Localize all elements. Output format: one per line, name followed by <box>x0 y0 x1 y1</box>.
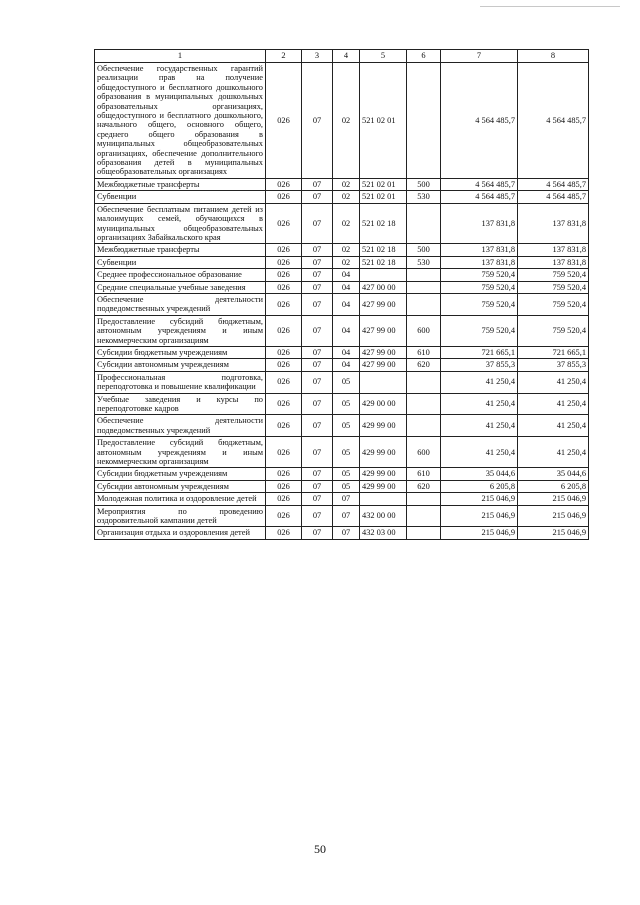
amount-col-8: 6 205,8 <box>518 480 589 492</box>
section-code: 07 <box>302 281 333 293</box>
header-col-2: 2 <box>266 50 302 63</box>
row-name: Субсидии бюджетным учреждениям <box>95 468 266 480</box>
section-code: 07 <box>302 63 333 179</box>
amount-col-7: 137 831,8 <box>441 244 518 256</box>
amount-col-7: 6 205,8 <box>441 480 518 492</box>
target-article-code: 521 02 01 <box>360 178 407 190</box>
ministry-code: 026 <box>266 393 302 415</box>
row-name: Межбюджетные трансферты <box>95 244 266 256</box>
section-code: 07 <box>302 437 333 468</box>
row-name: Субсидии автономным учреждениям <box>95 480 266 492</box>
subsection-code: 05 <box>333 480 360 492</box>
table-row <box>95 393 589 415</box>
target-article-code: 521 02 18 <box>360 203 407 244</box>
amount-col-8: 759 520,4 <box>518 269 589 281</box>
amount-col-7: 4 564 485,7 <box>441 63 518 179</box>
target-article-code: 427 00 00 <box>360 281 407 293</box>
ministry-code: 026 <box>266 346 302 358</box>
expense-type-code: 500 <box>407 178 441 190</box>
row-name: Субсидии бюджетным учреждениям <box>95 346 266 358</box>
ministry-code: 026 <box>266 359 302 371</box>
expense-type-code: 610 <box>407 346 441 358</box>
header-col-5: 5 <box>360 50 407 63</box>
subsection-code: 04 <box>333 315 360 346</box>
amount-col-8: 215 046,9 <box>518 493 589 505</box>
expense-type-code <box>407 493 441 505</box>
header-col-3: 3 <box>302 50 333 63</box>
section-code: 07 <box>302 244 333 256</box>
row-name: Обеспечение государственных гарантий реализации прав на получение общедоступного и бесплатного дошкольного образования в муниципальных дошкольных образовательных организациях, общедоступного и бесплатного дошкольного, начального общего, основного общего, среднего общего образования в муниципальных общеобразовательных организациях, обеспечение дополнительного образования детей в муниципальных общеобразовательных организациях <box>95 63 266 179</box>
subsection-code: 07 <box>333 505 360 527</box>
amount-col-7: 137 831,8 <box>441 256 518 268</box>
amount-col-7: 137 831,8 <box>441 203 518 244</box>
target-article-code: 429 99 00 <box>360 415 407 437</box>
row-name: Предоставление субсидий бюджетным, автономным учреждениям и иным некоммерческим организациям <box>95 437 266 468</box>
table-row <box>95 415 589 437</box>
ministry-code: 026 <box>266 437 302 468</box>
top-rule <box>480 6 620 7</box>
target-article-code: 429 99 00 <box>360 480 407 492</box>
amount-col-7: 35 044,6 <box>441 468 518 480</box>
ministry-code: 026 <box>266 315 302 346</box>
row-name: Межбюджетные трансферты <box>95 178 266 190</box>
ministry-code: 026 <box>266 244 302 256</box>
expense-type-code: 530 <box>407 191 441 203</box>
expense-type-code <box>407 415 441 437</box>
target-article-code: 432 03 00 <box>360 527 407 539</box>
subsection-code: 02 <box>333 244 360 256</box>
ministry-code: 026 <box>266 480 302 492</box>
row-name: Субсидии автономным учреждениям <box>95 359 266 371</box>
table-row <box>95 244 589 256</box>
section-code: 07 <box>302 346 333 358</box>
page-number: 50 <box>314 842 326 856</box>
amount-col-7: 759 520,4 <box>441 281 518 293</box>
table-row <box>95 493 589 505</box>
row-name: Обеспечение деятельности подведомственных учреждений <box>95 415 266 437</box>
target-article-code: 429 00 00 <box>360 393 407 415</box>
amount-col-8: 759 520,4 <box>518 293 589 315</box>
header-col-8: 8 <box>518 50 589 63</box>
amount-col-7: 37 855,3 <box>441 359 518 371</box>
table-row <box>95 346 589 358</box>
row-name: Субвенции <box>95 256 266 268</box>
subsection-code: 04 <box>333 359 360 371</box>
table-row <box>95 437 589 468</box>
amount-col-7: 759 520,4 <box>441 293 518 315</box>
target-article-code: 432 00 00 <box>360 505 407 527</box>
table-row <box>95 203 589 244</box>
table-row <box>95 281 589 293</box>
expense-type-code <box>407 281 441 293</box>
section-code: 07 <box>302 371 333 393</box>
expense-type-code: 600 <box>407 315 441 346</box>
amount-col-7: 721 665,1 <box>441 346 518 358</box>
row-name: Профессиональная подготовка, переподготовка и повышение квалификации <box>95 371 266 393</box>
amount-col-8: 137 831,8 <box>518 244 589 256</box>
section-code: 07 <box>302 480 333 492</box>
header-col-6: 6 <box>407 50 441 63</box>
target-article-code: 521 02 18 <box>360 244 407 256</box>
table-row <box>95 63 589 179</box>
amount-col-8: 41 250,4 <box>518 415 589 437</box>
amount-col-8: 41 250,4 <box>518 371 589 393</box>
row-name: Предоставление субсидий бюджетным, автономным учреждениям и иным некоммерческим организациям <box>95 315 266 346</box>
ministry-code: 026 <box>266 191 302 203</box>
section-code: 07 <box>302 269 333 281</box>
ministry-code: 026 <box>266 203 302 244</box>
amount-col-8: 721 665,1 <box>518 346 589 358</box>
target-article-code: 427 99 00 <box>360 359 407 371</box>
amount-col-8: 37 855,3 <box>518 359 589 371</box>
amount-col-8: 759 520,4 <box>518 315 589 346</box>
table-row <box>95 527 589 539</box>
section-code: 07 <box>302 393 333 415</box>
table-row <box>95 359 589 371</box>
target-article-code <box>360 269 407 281</box>
target-article-code: 429 99 00 <box>360 468 407 480</box>
section-code: 07 <box>302 315 333 346</box>
row-name: Учебные заведения и курсы по переподготовке кадров <box>95 393 266 415</box>
subsection-code: 04 <box>333 269 360 281</box>
amount-col-8: 4 564 485,7 <box>518 191 589 203</box>
target-article-code: 521 02 01 <box>360 191 407 203</box>
ministry-code: 026 <box>266 468 302 480</box>
amount-col-7: 215 046,9 <box>441 493 518 505</box>
expense-type-code <box>407 63 441 179</box>
expense-type-code <box>407 293 441 315</box>
row-name: Обеспечение бесплатным питанием детей из малоимущих семей, обучающихся в муниципальных общеобразовательных организациях Забайкальского края <box>95 203 266 244</box>
table-row <box>95 371 589 393</box>
amount-col-7: 41 250,4 <box>441 415 518 437</box>
ministry-code: 026 <box>266 178 302 190</box>
amount-col-7: 4 564 485,7 <box>441 178 518 190</box>
table-row <box>95 178 589 190</box>
target-article-code: 521 02 18 <box>360 256 407 268</box>
amount-col-7: 41 250,4 <box>441 393 518 415</box>
header-col-4: 4 <box>333 50 360 63</box>
expense-type-code <box>407 269 441 281</box>
amount-col-8: 4 564 485,7 <box>518 63 589 179</box>
section-code: 07 <box>302 256 333 268</box>
amount-col-8: 137 831,8 <box>518 256 589 268</box>
subsection-code: 05 <box>333 393 360 415</box>
section-code: 07 <box>302 415 333 437</box>
section-code: 07 <box>302 178 333 190</box>
amount-col-7: 41 250,4 <box>441 437 518 468</box>
section-code: 07 <box>302 359 333 371</box>
ministry-code: 026 <box>266 281 302 293</box>
subsection-code: 02 <box>333 178 360 190</box>
expense-type-code: 610 <box>407 468 441 480</box>
subsection-code: 05 <box>333 415 360 437</box>
header-row <box>95 50 589 63</box>
target-article-code: 429 99 00 <box>360 437 407 468</box>
expense-type-code: 530 <box>407 256 441 268</box>
target-article-code <box>360 371 407 393</box>
subsection-code: 02 <box>333 203 360 244</box>
table-row <box>95 505 589 527</box>
target-article-code <box>360 493 407 505</box>
amount-col-7: 41 250,4 <box>441 371 518 393</box>
section-code: 07 <box>302 527 333 539</box>
amount-col-8: 41 250,4 <box>518 437 589 468</box>
section-code: 07 <box>302 203 333 244</box>
expense-type-code <box>407 203 441 244</box>
amount-col-7: 4 564 485,7 <box>441 191 518 203</box>
target-article-code: 427 99 00 <box>360 346 407 358</box>
subsection-code: 04 <box>333 346 360 358</box>
amount-col-8: 41 250,4 <box>518 393 589 415</box>
amount-col-8: 35 044,6 <box>518 468 589 480</box>
budget-table <box>94 49 589 540</box>
ministry-code: 026 <box>266 493 302 505</box>
ministry-code: 026 <box>266 269 302 281</box>
target-article-code: 427 99 00 <box>360 315 407 346</box>
expense-type-code <box>407 505 441 527</box>
ministry-code: 026 <box>266 415 302 437</box>
subsection-code: 07 <box>333 493 360 505</box>
row-name: Среднее профессиональное образование <box>95 269 266 281</box>
subsection-code: 05 <box>333 468 360 480</box>
expense-type-code: 500 <box>407 244 441 256</box>
table-row <box>95 269 589 281</box>
subsection-code: 02 <box>333 191 360 203</box>
section-code: 07 <box>302 505 333 527</box>
section-code: 07 <box>302 293 333 315</box>
ministry-code: 026 <box>266 63 302 179</box>
table-row <box>95 315 589 346</box>
row-name: Молодежная политика и оздоровление детей <box>95 493 266 505</box>
section-code: 07 <box>302 493 333 505</box>
amount-col-8: 137 831,8 <box>518 203 589 244</box>
subsection-code: 02 <box>333 63 360 179</box>
ministry-code: 026 <box>266 527 302 539</box>
ministry-code: 026 <box>266 371 302 393</box>
target-article-code: 521 02 01 <box>360 63 407 179</box>
row-name: Субвенции <box>95 191 266 203</box>
expense-type-code <box>407 527 441 539</box>
row-name: Средние специальные учебные заведения <box>95 281 266 293</box>
header-col-1: 1 <box>95 50 266 63</box>
expense-type-code: 620 <box>407 359 441 371</box>
amount-col-8: 215 046,9 <box>518 527 589 539</box>
table-row <box>95 256 589 268</box>
amount-col-8: 759 520,4 <box>518 281 589 293</box>
subsection-code: 07 <box>333 527 360 539</box>
table-row <box>95 191 589 203</box>
header-col-7: 7 <box>441 50 518 63</box>
section-code: 07 <box>302 468 333 480</box>
subsection-code: 05 <box>333 371 360 393</box>
subsection-code: 04 <box>333 281 360 293</box>
row-name: Организация отдыха и оздоровления детей <box>95 527 266 539</box>
expense-type-code <box>407 371 441 393</box>
subsection-code: 02 <box>333 256 360 268</box>
amount-col-8: 4 564 485,7 <box>518 178 589 190</box>
row-name: Мероприятия по проведению оздоровительной кампании детей <box>95 505 266 527</box>
amount-col-7: 215 046,9 <box>441 505 518 527</box>
target-article-code: 427 99 00 <box>360 293 407 315</box>
amount-col-7: 759 520,4 <box>441 315 518 346</box>
expense-type-code: 600 <box>407 437 441 468</box>
subsection-code: 05 <box>333 437 360 468</box>
expense-type-code: 620 <box>407 480 441 492</box>
ministry-code: 026 <box>266 505 302 527</box>
section-code: 07 <box>302 191 333 203</box>
ministry-code: 026 <box>266 293 302 315</box>
table-row <box>95 480 589 492</box>
expense-type-code <box>407 393 441 415</box>
row-name: Обеспечение деятельности подведомственных учреждений <box>95 293 266 315</box>
amount-col-7: 215 046,9 <box>441 527 518 539</box>
amount-col-8: 215 046,9 <box>518 505 589 527</box>
table-row <box>95 293 589 315</box>
subsection-code: 04 <box>333 293 360 315</box>
amount-col-7: 759 520,4 <box>441 269 518 281</box>
table-row <box>95 468 589 480</box>
ministry-code: 026 <box>266 256 302 268</box>
